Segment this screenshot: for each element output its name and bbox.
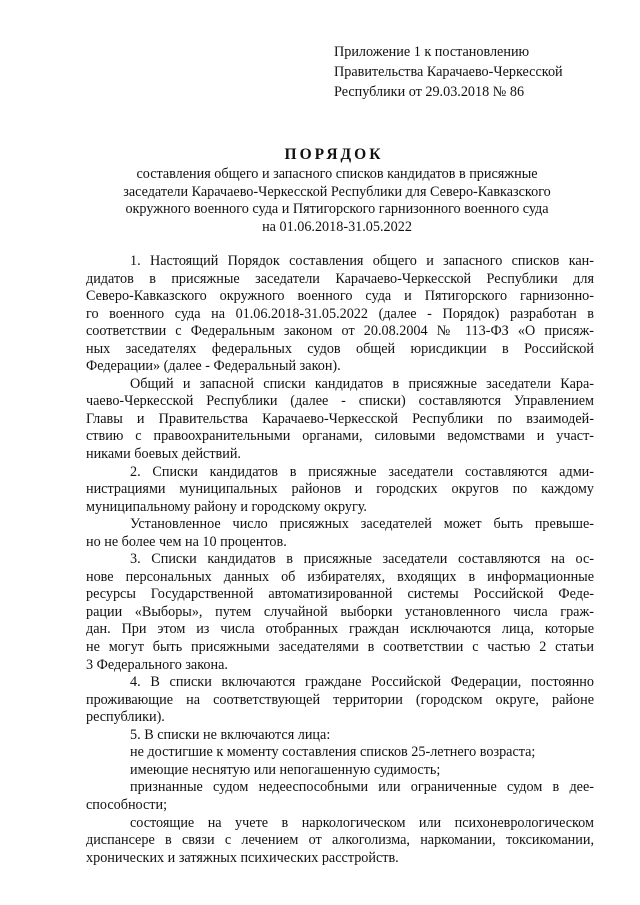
body-text-line: ствию с правоохранительными органами, силовыми ведомствами и участ- (86, 428, 594, 445)
subtitle-line: окружного военного суда и Пятигорского гарнизонного военного суда (125, 201, 549, 218)
body-text-line: Северо-Кавказского окружного военного суда и Пятигорского гарнизонно- (86, 288, 594, 305)
body-text-line: проживающие на соответствующей территории (городском округе, районе (86, 691, 594, 708)
body-text-line: признанные судом недееспособными или ограниченные судом в дее- (130, 779, 594, 796)
body-text-line: республики). (86, 709, 165, 726)
subtitle-line: на 01.06.2018-31.05.2022 (262, 218, 412, 235)
body-text-line: Федерации» (далее - Федеральный закон). (86, 358, 341, 375)
appendix-header (334, 42, 624, 102)
body-text-line: 4. В списки включаются граждане Российской Федерации, постоянно (130, 674, 594, 691)
body-text-line: Установленное число присяжных заседателей может быть превыше- (130, 516, 594, 533)
body-text-line: имеющие неснятую или непогашенную судимость; (130, 761, 441, 778)
body-text-line: 1. Настоящий Порядок составления общего и запасного списков кан- (130, 253, 594, 269)
body-text-line: дан. При этом из числа отобранных граждан исключаются лица, которые (86, 621, 594, 638)
subtitle-line: заседатели Карачаево-Черкесской Республики для Северо-Кавказского (123, 183, 551, 200)
document-title: ПОРЯДОК (284, 146, 384, 163)
body-text-line: 3 Федерального закона. (86, 656, 228, 673)
body-text-line: ресурсы Государственной автоматизированной системы Российской Феде- (86, 586, 594, 603)
body-text-line: способности; (86, 796, 168, 813)
body-text-line: никами боевых действий. (86, 446, 241, 463)
body-text-line: соответствии с Федеральным законом от 20.08.2004 № 113-ФЗ «О присяж- (86, 323, 594, 340)
body-text-line: рации «Выборы», путем случайной выборки установленного числа граж- (86, 603, 594, 620)
body-text-line: муниципальному району и городскому округу. (86, 498, 367, 515)
header-line-2: Правительства Карачаево-Черкесской (334, 64, 563, 80)
body-text-line: нове персональных данных об избирателях, входящих в информационные (86, 568, 594, 585)
body-text-line: не достигшие к моменту составления списков 25-летнего возраста; (130, 744, 536, 761)
header-line-3: Республики от 29.03.2018 № 86 (334, 84, 525, 100)
body-text-line: нистрациями муниципальных районов и городских округов по каждому (86, 481, 594, 498)
body-text-line: диспансере в связи с лечением от алкоголизма, наркомании, токсикомании, (86, 832, 594, 849)
header-line-1: Приложение 1 к постановлению (334, 44, 530, 60)
body-text-line: состоящие на учете в наркологическом или психоневрологическом (130, 814, 594, 831)
body-text-line: 2. Списки кандидатов в присяжные заседатели составляются адми- (130, 463, 594, 480)
body-text-line: Главы и Правительства Карачаево-Черкесской Республики по взаимодей- (86, 410, 594, 427)
body-text-line: но не более чем на 10 процентов. (86, 533, 287, 550)
body-text-line: го военного суда на 01.06.2018-31.05.2022 (далее - Порядок) разработан в (86, 305, 594, 322)
body-text-line: чаево-Черкесской Республики (далее - списки) составляются Управлением (86, 393, 594, 410)
body-text-line: хронических и затяжных психических расстройств. (86, 849, 399, 866)
body-text-line: ных заседателях федеральных судов общей юрисдикции в Российской (86, 340, 594, 357)
document-subtitle (90, 166, 584, 236)
body-text-line: не могут быть присяжными заседателями в соответствии с частью 2 статьи (86, 639, 594, 656)
body-text-line: 3. Списки кандидатов в присяжные заседатели составляются на ос- (130, 551, 594, 568)
body-text-line: 5. В списки не включаются лица: (130, 726, 331, 743)
body-text-line: дидатов в присяжные заседатели Карачаево-Черкесской Республики для (86, 270, 594, 287)
subtitle-line: составления общего и запасного списков кандидатов в присяжные (136, 166, 538, 182)
document-body (86, 253, 594, 867)
body-text-line: Общий и запасной списки кандидатов в присяжные заседатели Кара- (130, 375, 594, 392)
